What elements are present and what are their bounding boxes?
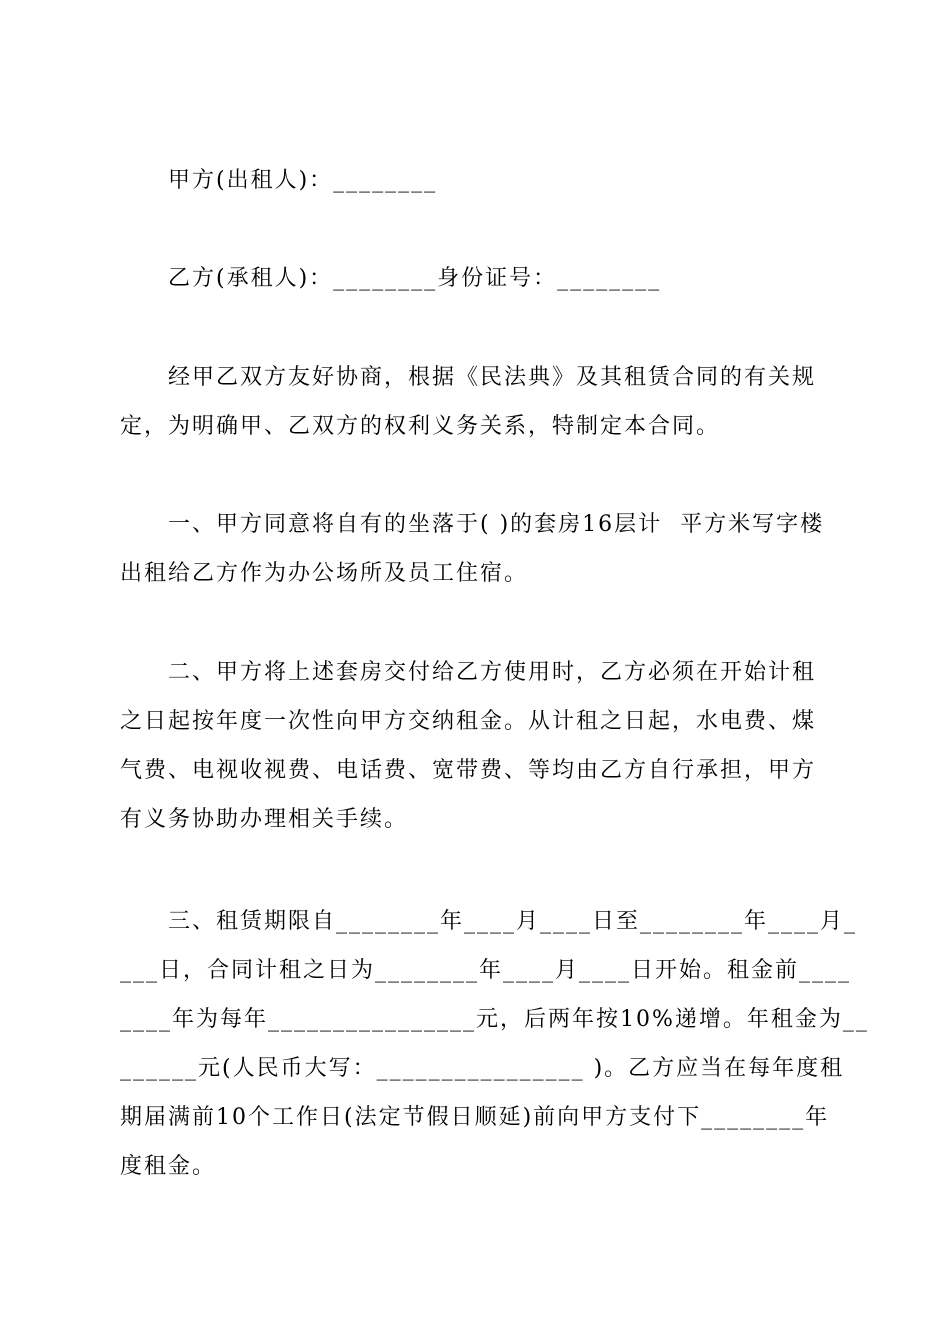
clause-2-paragraph — [120, 648, 832, 844]
intro-line: 定，为明确甲、乙双方的权利义务关系，特制定本合同。 — [120, 414, 721, 439]
clause-2-line: 之日起按年度一次性向甲方交纳租金。从计租之日起，水电费、煤 — [120, 709, 817, 734]
clause-1-line: 一、甲方同意将自有的坐落于( )的套房16层计 平方米写字楼 — [168, 512, 825, 537]
clause-1-paragraph — [120, 500, 832, 598]
party-a-line — [120, 156, 832, 205]
intro-line: 经甲乙双方友好协商，根据《民法典》及其租赁合同的有关规 — [168, 365, 817, 390]
clause-3-line: 期届满前10个工作日(法定节假日顺延)前向甲方支付下________年 — [120, 1105, 830, 1130]
clause-3-line: 三、租赁期限自________年____月____日至________年____月_ — [168, 909, 858, 934]
intro-paragraph — [120, 353, 832, 451]
clause-1-line: 出租给乙方作为办公场所及员工住宿。 — [120, 561, 529, 586]
clause-2-line: 气费、电视收视费、电话费、宽带费、等均由乙方自行承担，甲方 — [120, 758, 817, 783]
clause-3-line: ____年为每年________________元，后两年按10%递增。年租金为__ — [120, 1007, 869, 1032]
party-a-text: 甲方(出租人)：________ — [168, 168, 438, 193]
party-b-text: 乙方(承租人)：________身份证号：________ — [168, 266, 662, 291]
clause-3-line: 度租金。 — [120, 1154, 217, 1179]
clause-2-line: 有义务协助办理相关手续。 — [120, 807, 409, 832]
party-b-line — [120, 254, 832, 303]
clause-3-line: ______元(人民币大写：________________ )。乙方应当在每年度租 — [120, 1056, 845, 1081]
clause-3-line: ___日，合同计租之日为________年____月____日开始。租金前____ — [120, 958, 852, 983]
clause-2-line: 二、甲方将上述套房交付给乙方使用时，乙方必须在开始计租 — [168, 660, 817, 685]
clause-3-paragraph — [120, 897, 869, 1191]
